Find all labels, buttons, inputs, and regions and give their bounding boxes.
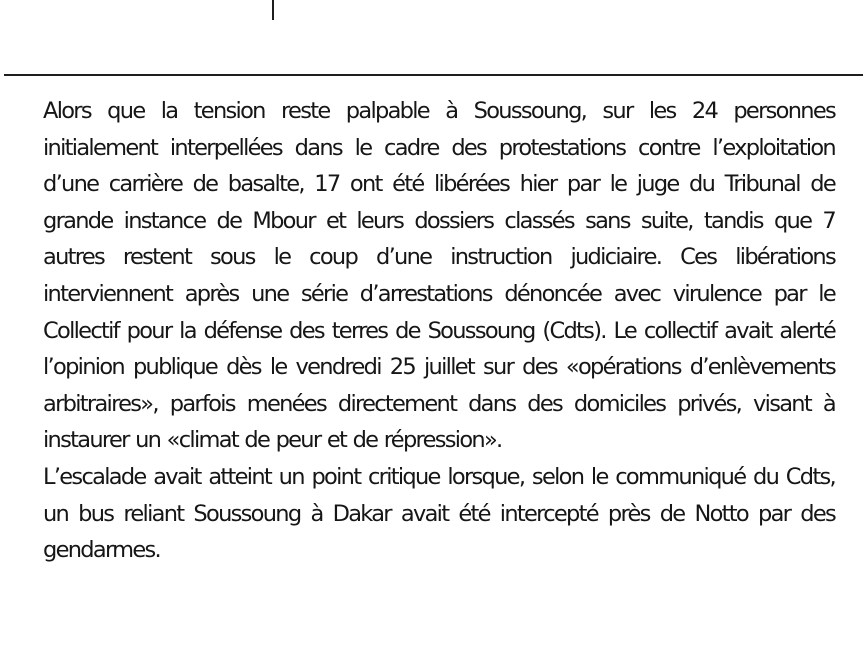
article-paragraph-1: Alors que la tension reste palpable à Soussoung, sur les 24 personnes initialement interpellées dans le cadre des protestations contre l’exploitation d’une carrière de basalte, 17 ont été libérées hier par le juge du Tribunal de grande instance de Mbour et leurs dossiers classés sans suite, tandis que 7 autres restent sous le coup d’une instruction judiciaire. Ces libérations interviennent après une série d’arrestations dénoncée avec virulence par le Collectif pour la défense des terres de Soussoung (Cdts). Le collectif avait alerté l’opinion publique dès le vendredi 25 juillet sur des «opérations d’enlèvements arbitraires», parfois menées directement dans des domiciles privés, visant à instaurer un «climat de peur et de répression». [43, 98, 835, 454]
horizontal-rule [4, 74, 863, 76]
article-body [43, 93, 835, 569]
column-divider-tick [272, 0, 274, 20]
article-paragraph-2: L’escalade avait atteint un point critique lorsque, selon le communiqué du Cdts, un bus reliant Soussoung à Dakar avait été intercepté près de Notto par des gendarmes. [43, 463, 835, 564]
